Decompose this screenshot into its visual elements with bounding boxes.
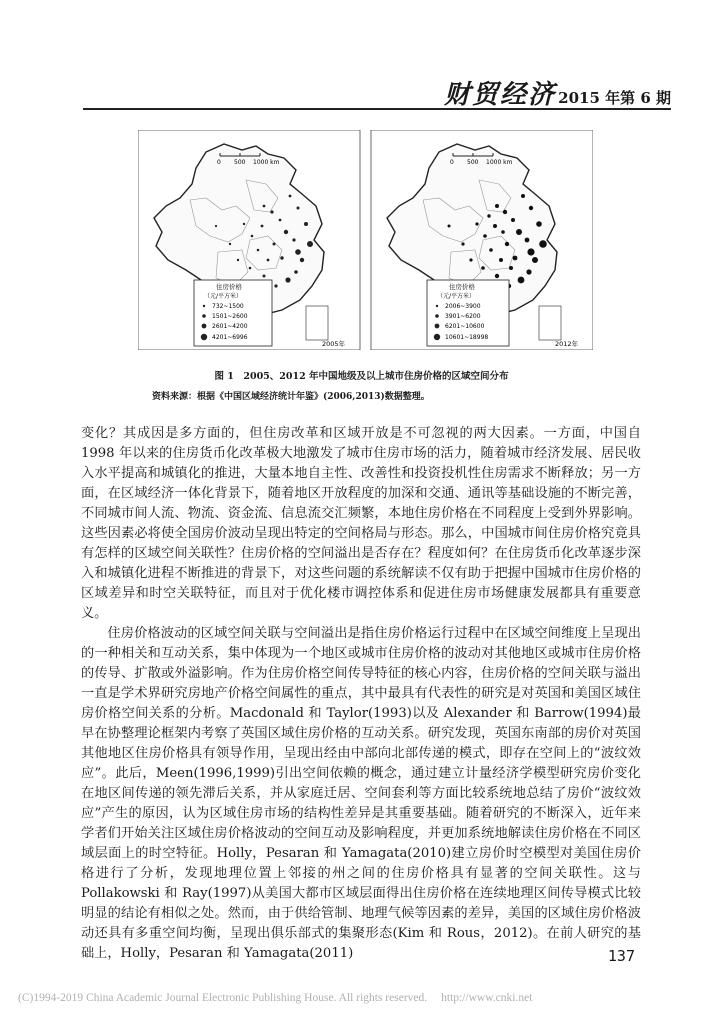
page-number: 137	[607, 947, 635, 965]
journal-header	[444, 74, 671, 111]
article-body	[81, 424, 641, 964]
journal-name: 财贸经济	[444, 80, 557, 110]
legend-item: 2601~4200	[212, 323, 248, 330]
journal-issue: 2015 年第 6 期	[558, 89, 671, 107]
footer	[18, 992, 532, 1004]
paragraph-2: 住房价格波动的区域空间关联与空间溢出是指住房价格运行过程中在区域空间维度上呈现出的一种相关和互动关系，集中体现为一个地区或城市住房价格的波动对其他地区或城市住房价格的传导、扩散或外溢影响。作为住房价格空间传导特征的核心内容，住房价格的空间关联与溢出一直是学术界研究房地产价格空间属性的重点，其中最具有代表性的研究是对英国和美国区域住房价格空间关系的分析。Macdonald 和 Taylor(1993)以及 Alexander 和 Barrow(1994)最早在协整理论框架内考察了英国区域住房价格的互动关系。研究发现，英国东南部的房价对英国其他地区住房价格具有领导作用，呈现出经由中部向北部传递的模式，即存在空间上的“波纹效应”。此后，Meen(1996,1999)引出空间依赖的概念，通过建立计量经济学模型研究房价变化在地区间传递的领先滞后关系，并从家庭迁居、空间套利等方面比较系统地总结了房价“波纹效应”产生的原因，认为区域住房市场的结构性差异是其重要基础。随着研究的不断深入，近年来学者们开始关注区域住房价格波动的空间互动及影响程度，并更加系统地解读住房价格在不同区域层面上的时空特征。Holly，Pesaran 和 Yamagata(2010)建立房价时空模型对美国住房价格进行了分析，发现地理位置上邻接的州之间的住房价格具有显著的空间关联性。这与 Pollakowski 和 Ray(1997)从美国大都市区域层面得出住房价格在连续地理区间传导模式比较明显的结论有相似之处。然而，由于供给管制、地理气候等因素的差异，美国的区域住房价格波动还具有多重空间均衡，呈现出俱乐部式的集聚形态(Kim 和 Rous，2012)。在前人研究的基础上，Holly，Pesaran 和 Yamagata(2011)	[81, 626, 641, 961]
footer-link[interactable]: http://www.cnki.net	[441, 992, 533, 1004]
legend-symbol-4	[434, 334, 440, 340]
header-rule	[83, 108, 671, 110]
legend-symbol-4	[201, 334, 207, 340]
scale-label-0: 0	[450, 159, 454, 166]
map-legend	[194, 280, 272, 346]
figure-maps	[138, 130, 593, 350]
legend-title: 住房价格	[216, 283, 242, 291]
legend-symbol-2	[202, 314, 206, 318]
map-year-label: 2005年	[322, 340, 346, 348]
legend-item: 732~1500	[212, 303, 244, 310]
legend-item: 6201~10600	[445, 323, 485, 330]
legend-symbol-2	[435, 314, 439, 318]
legend-symbol-1	[203, 305, 205, 307]
map-legend	[427, 280, 509, 346]
scale-label-500: 500	[234, 159, 246, 166]
scale-label-0: 0	[217, 159, 221, 166]
legend-item: 1501~2600	[212, 313, 248, 320]
legend-item: 4201~6996	[212, 334, 248, 341]
legend-symbol-3	[202, 324, 207, 329]
legend-unit: （元/平方米）	[204, 293, 243, 300]
figure-caption: 图 1 2005、2012 年中国地级及以上城市住房价格的区域空间分布	[214, 371, 509, 382]
map-2005	[138, 130, 360, 350]
legend-symbol-1	[436, 305, 438, 307]
legend-title: 住房价格	[449, 283, 475, 291]
map-2012	[371, 130, 593, 350]
scale-label-1000: 1000 km	[486, 159, 513, 166]
legend-symbol-3	[435, 324, 440, 329]
legend-item: 10601~18998	[445, 334, 489, 341]
legend-item: 3901~6200	[445, 313, 481, 320]
scale-label-500: 500	[467, 159, 479, 166]
map-year-label: 2012年	[555, 340, 579, 348]
legend-unit: （元/平方米）	[437, 293, 476, 300]
scale-label-1000: 1000 km	[253, 159, 280, 166]
legend-item: 2006~3900	[445, 303, 481, 310]
paragraph-1: 变化？其成因是多方面的，但住房改革和区域开放是不可忽视的两大因素。一方面，中国自 1998 年以来的住房货币化改革极大地激发了城市住房市场的活力，随着城市经济发展、居民收入水平提高和城镇化的推进，大量本地自主性、改善性和投资投机性住房需求不断释放；另一方面，在区域经济一体化背景下，随着地区开放程度的加深和交通、通讯等基础设施的不断完善，不同城市间人流、物流、资金流、信息流交汇频繁，本地住房价格在不同程度上受到外界影响。这些因素必将使全国房价波动呈现出特定的空间格局与形态。那么，中国城市间住房价格究竟具有怎样的区域空间关联性？住房价格的空间溢出是否存在？程度如何？在住房货币化改革逐步深入和城镇化进程不断推进的背景下，对这些问题的系统解读不仅有助于把握中国城市住房价格的区域差异和时空关联特征，而且对于优化楼市调控体系和促进住房市场健康发展都具有重要意义。	[81, 426, 641, 621]
copyright-notice: (C)1994-2019 China Academic Journal Electronic Publishing House. All rights reserved.	[18, 992, 428, 1004]
figure-source: 资料来源：根据《中国区域经济统计年鉴》(2006,2013)数据整理。	[152, 392, 430, 402]
